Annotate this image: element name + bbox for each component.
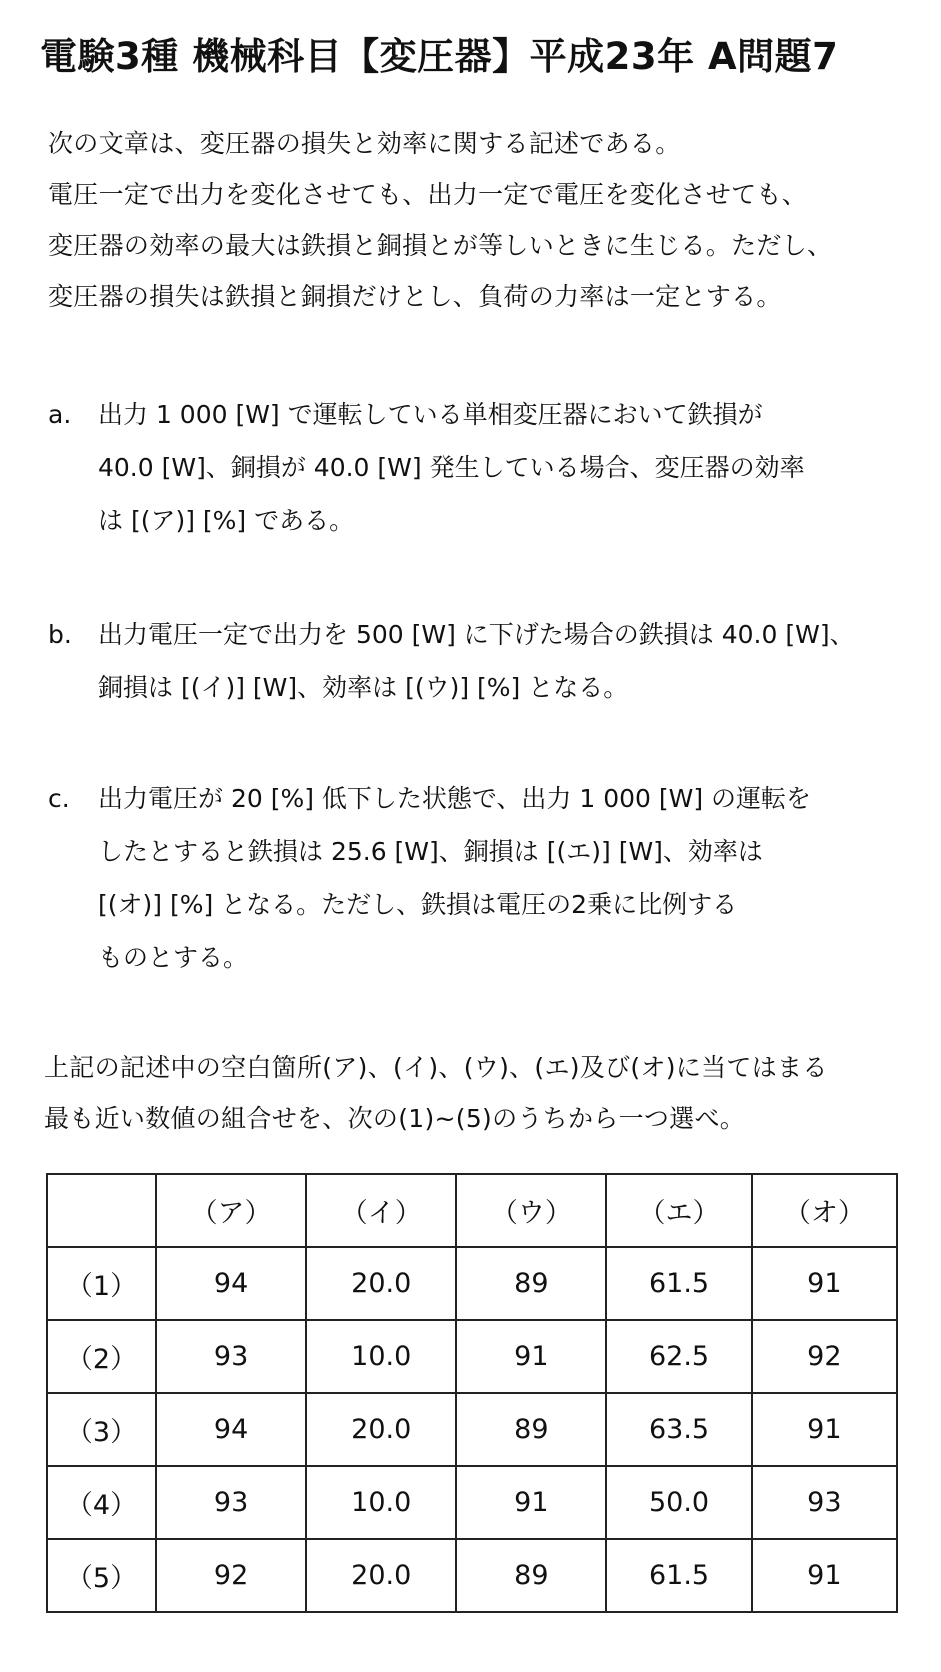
table-cell: 89 xyxy=(456,1539,606,1612)
intro-paragraph xyxy=(48,118,918,322)
table-row xyxy=(47,1539,897,1612)
table-header-cell: （ウ） xyxy=(456,1174,606,1247)
item-c xyxy=(48,772,928,984)
table-header-cell: （ア） xyxy=(156,1174,306,1247)
table-row xyxy=(47,1247,897,1320)
table-cell: 10.0 xyxy=(306,1466,456,1539)
table-header-row xyxy=(47,1174,897,1247)
table-cell: 94 xyxy=(156,1393,306,1466)
intro-line: 変圧器の効率の最大は鉄損と銅損とが等しいときに生じる。ただし、 xyxy=(48,231,833,260)
item-marker: c. xyxy=(48,784,70,813)
intro-line: 変圧器の損失は鉄損と銅損だけとし、負荷の力率は一定とする。 xyxy=(48,282,782,311)
table-cell: 10.0 xyxy=(306,1320,456,1393)
choice-number-cell: （3） xyxy=(47,1393,156,1466)
table-cell: 20.0 xyxy=(306,1393,456,1466)
table-header-cell: （エ） xyxy=(606,1174,751,1247)
table-cell: 61.5 xyxy=(606,1539,751,1612)
table-cell: 94 xyxy=(156,1247,306,1320)
choice-number-cell: （2） xyxy=(47,1320,156,1393)
item-b xyxy=(48,608,928,714)
table-row xyxy=(47,1393,897,1466)
table-row xyxy=(47,1466,897,1539)
table-cell: 63.5 xyxy=(606,1393,751,1466)
table-cell: 62.5 xyxy=(606,1320,751,1393)
item-line: ものとする。 xyxy=(98,943,249,972)
table-header-cell: （オ） xyxy=(752,1174,897,1247)
table-cell: 50.0 xyxy=(606,1466,751,1539)
table-row xyxy=(47,1320,897,1393)
choice-number-cell: （4） xyxy=(47,1466,156,1539)
question-line: 最も近い数値の組合せを、次の(1)~(5)のうちから一つ選べ。 xyxy=(44,1104,746,1133)
item-line: したとすると鉄損は 25.6 [W]、銅損は [(エ)] [W]、効率は xyxy=(98,837,763,866)
table-cell: 91 xyxy=(752,1247,897,1320)
table-cell: 92 xyxy=(156,1539,306,1612)
table-cell: 92 xyxy=(752,1320,897,1393)
item-a xyxy=(48,388,928,547)
table-header-cell: （イ） xyxy=(306,1174,456,1247)
table-cell: 93 xyxy=(156,1466,306,1539)
table-cell: 20.0 xyxy=(306,1247,456,1320)
question-paragraph xyxy=(44,1042,914,1144)
answer-choices-table xyxy=(46,1173,898,1613)
table-cell: 91 xyxy=(752,1393,897,1466)
table-cell: 89 xyxy=(456,1247,606,1320)
table-header-cell xyxy=(47,1174,156,1247)
item-line: は [(ア)] [%] である。 xyxy=(98,506,355,535)
item-line: 出力電圧一定で出力を 500 [W] に下げた場合の鉄損は 40.0 [W]、 xyxy=(98,620,855,649)
table-cell: 91 xyxy=(752,1539,897,1612)
table-cell: 91 xyxy=(456,1320,606,1393)
item-line: 出力 1 000 [W] で運転している単相変圧器において鉄損が xyxy=(98,400,763,429)
table-cell: 91 xyxy=(456,1466,606,1539)
question-line: 上記の記述中の空白箇所(ア)、(イ)、(ウ)、(エ)及び(オ)に当てはまる xyxy=(44,1053,828,1082)
page-title: 電験3種 機械科目【変圧器】平成23年 A問題7 xyxy=(40,35,839,78)
table-cell: 20.0 xyxy=(306,1539,456,1612)
item-line: [(オ)] [%] となる。ただし、鉄損は電圧の2乗に比例する xyxy=(98,890,738,919)
table-cell: 93 xyxy=(752,1466,897,1539)
item-line: 出力電圧が 20 [%] 低下した状態で、出力 1 000 [W] の運転を xyxy=(98,784,812,813)
item-marker: a. xyxy=(48,400,72,429)
intro-line: 次の文章は、変圧器の損失と効率に関する記述である。 xyxy=(48,129,681,158)
table-cell: 89 xyxy=(456,1393,606,1466)
table-cell: 93 xyxy=(156,1320,306,1393)
table-cell: 61.5 xyxy=(606,1247,751,1320)
intro-line: 電圧一定で出力を変化させても、出力一定で電圧を変化させても、 xyxy=(48,180,808,209)
choice-number-cell: （1） xyxy=(47,1247,156,1320)
item-line: 銅損は [(イ)] [W]、効率は [(ウ)] [%] となる。 xyxy=(98,673,629,702)
item-marker: b. xyxy=(48,620,72,649)
item-line: 40.0 [W]、銅損が 40.0 [W] 発生している場合、変圧器の効率 xyxy=(98,453,805,482)
choice-number-cell: （5） xyxy=(47,1539,156,1612)
